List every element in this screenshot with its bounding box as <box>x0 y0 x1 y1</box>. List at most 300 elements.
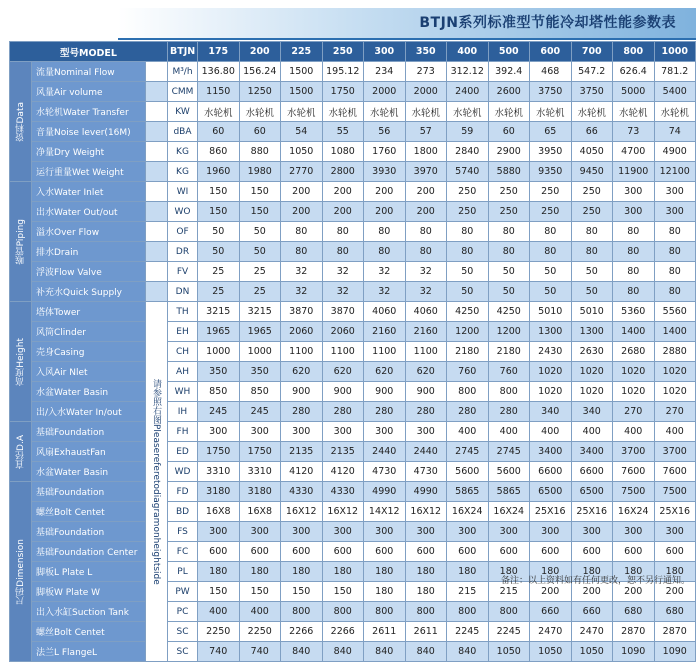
value-cell: 1000 <box>198 342 240 362</box>
value-cell: 16X24 <box>613 502 655 522</box>
value-cell: 800 <box>447 382 489 402</box>
spacer-cell <box>146 62 168 82</box>
value-cell: 300 <box>654 522 696 542</box>
value-cell: 150 <box>198 182 240 202</box>
value-cell: 50 <box>488 282 530 302</box>
value-cell: 50 <box>530 262 572 282</box>
value-cell: 2745 <box>447 442 489 462</box>
value-cell: 2000 <box>364 82 406 102</box>
value-cell: 1050 <box>571 642 613 662</box>
table-row <box>10 82 696 102</box>
value-cell: 1080 <box>322 142 364 162</box>
value-cell: 2266 <box>322 622 364 642</box>
value-cell: 55 <box>322 122 364 142</box>
value-cell: 5600 <box>488 462 530 482</box>
value-cell: 400 <box>613 422 655 442</box>
value-cell: 1965 <box>198 322 240 342</box>
model-column-header: 600 <box>530 42 572 62</box>
value-cell: 50 <box>530 282 572 302</box>
value-cell: 16X12 <box>405 502 447 522</box>
value-cell: 50 <box>239 222 281 242</box>
row-group-label <box>10 302 32 422</box>
value-cell: 5360 <box>613 302 655 322</box>
value-cell: 50 <box>198 242 240 262</box>
value-cell: 50 <box>198 222 240 242</box>
value-cell: 300 <box>654 202 696 222</box>
value-cell: 900 <box>322 382 364 402</box>
value-cell: 水轮机 <box>530 102 572 122</box>
value-cell: 32 <box>322 262 364 282</box>
value-cell: 860 <box>198 142 240 162</box>
value-cell: 50 <box>447 282 489 302</box>
value-cell: 1050 <box>281 142 323 162</box>
value-cell: 1020 <box>613 362 655 382</box>
value-cell: 800 <box>488 602 530 622</box>
value-cell: 900 <box>281 382 323 402</box>
value-cell: 16X24 <box>447 502 489 522</box>
unit-cell: WD <box>168 462 198 482</box>
value-cell: 250 <box>447 202 489 222</box>
value-cell: 3310 <box>198 462 240 482</box>
value-cell: 4990 <box>405 482 447 502</box>
value-cell: 300 <box>405 422 447 442</box>
unit-cell: DN <box>168 282 198 302</box>
value-cell: 800 <box>488 382 530 402</box>
value-cell: 234 <box>364 62 406 82</box>
value-cell: 5000 <box>613 82 655 102</box>
value-cell: 180 <box>405 582 447 602</box>
unit-cell: SC <box>168 642 198 662</box>
value-cell: 1050 <box>488 642 530 662</box>
value-cell: 3180 <box>198 482 240 502</box>
value-cell: 680 <box>654 602 696 622</box>
model-column-header: 350 <box>405 42 447 62</box>
unit-cell: FC <box>168 542 198 562</box>
value-cell: 3870 <box>281 302 323 322</box>
value-cell: 1020 <box>654 382 696 402</box>
value-cell: 11900 <box>613 162 655 182</box>
value-cell: 195.12 <box>322 62 364 82</box>
value-cell: 1200 <box>447 322 489 342</box>
parameter-name: 螺丝Bolt Centet <box>32 622 146 642</box>
value-cell: 245 <box>239 402 281 422</box>
parameter-name: 风筒Clinder <box>32 322 146 342</box>
parameter-name: 塔体Tower <box>32 302 146 322</box>
unit-cell: KG <box>168 162 198 182</box>
value-cell: 1020 <box>571 382 613 402</box>
value-cell: 850 <box>198 382 240 402</box>
value-cell: 180 <box>488 562 530 582</box>
value-cell: 250 <box>488 182 530 202</box>
value-cell: 600 <box>571 542 613 562</box>
value-cell: 60 <box>488 122 530 142</box>
value-cell: 80 <box>654 242 696 262</box>
value-cell: 600 <box>447 542 489 562</box>
value-cell: 800 <box>322 602 364 622</box>
value-cell: 水轮机 <box>571 102 613 122</box>
value-cell: 180 <box>364 582 406 602</box>
parameter-name: 入水Water Inlet <box>32 182 146 202</box>
table-row <box>10 102 696 122</box>
value-cell: 200 <box>571 582 613 602</box>
value-cell: 150 <box>198 202 240 222</box>
value-cell: 5880 <box>488 162 530 182</box>
table-row <box>10 142 696 162</box>
value-cell: 5740 <box>447 162 489 182</box>
row-group-label <box>10 62 32 182</box>
value-cell: 250 <box>488 202 530 222</box>
table-row <box>10 482 696 502</box>
parameter-name: 出/入水Water In/out <box>32 402 146 422</box>
unit-cell: CH <box>168 342 198 362</box>
table-row <box>10 242 696 262</box>
value-cell: 32 <box>405 262 447 282</box>
value-cell: 340 <box>571 402 613 422</box>
value-cell: 2900 <box>488 142 530 162</box>
unit-cell: FD <box>168 482 198 502</box>
value-cell: 4120 <box>322 462 364 482</box>
value-cell: 2245 <box>447 622 489 642</box>
value-cell: 1020 <box>654 362 696 382</box>
value-cell: 1400 <box>654 322 696 342</box>
parameter-name: 风量Air volume <box>32 82 146 102</box>
value-cell: 760 <box>447 362 489 382</box>
table-row <box>10 322 696 342</box>
parameter-name: 流量Nominal Flow <box>32 62 146 82</box>
unit-cell: PL <box>168 562 198 582</box>
value-cell: 80 <box>530 242 572 262</box>
value-cell: 300 <box>405 522 447 542</box>
value-cell: 80 <box>405 222 447 242</box>
value-cell: 150 <box>239 182 281 202</box>
value-cell: 250 <box>530 202 572 222</box>
value-cell: 200 <box>364 182 406 202</box>
unit-cell: ED <box>168 442 198 462</box>
table-row <box>10 282 696 302</box>
value-cell: 5400 <box>654 82 696 102</box>
value-cell: 9450 <box>571 162 613 182</box>
value-cell: 1020 <box>530 382 572 402</box>
value-cell: 1100 <box>364 342 406 362</box>
row-group-text: 资料Data <box>16 101 26 142</box>
value-cell: 273 <box>405 62 447 82</box>
value-cell: 7500 <box>613 482 655 502</box>
value-cell: 150 <box>281 582 323 602</box>
value-cell: 59 <box>447 122 489 142</box>
value-cell: 600 <box>405 542 447 562</box>
value-cell: 300 <box>281 422 323 442</box>
value-cell: 1300 <box>571 322 613 342</box>
table-row <box>10 302 696 322</box>
value-cell: 4050 <box>571 142 613 162</box>
value-cell: 3950 <box>530 142 572 162</box>
unit-cell: OF <box>168 222 198 242</box>
value-cell: 2611 <box>405 622 447 642</box>
value-cell: 400 <box>654 422 696 442</box>
value-cell: 60 <box>198 122 240 142</box>
value-cell: 80 <box>488 222 530 242</box>
value-cell: 180 <box>281 562 323 582</box>
value-cell: 600 <box>364 542 406 562</box>
model-column-header: 800 <box>613 42 655 62</box>
value-cell: 80 <box>447 222 489 242</box>
row-group-text: 高度Height <box>16 337 26 386</box>
value-cell: 1250 <box>239 82 281 102</box>
parameter-name: 基础Foundation <box>32 482 146 502</box>
value-cell: 4730 <box>364 462 406 482</box>
value-cell: 300 <box>364 522 406 542</box>
parameter-name: 出入水缸Suction Tank <box>32 602 146 622</box>
value-cell: 600 <box>322 542 364 562</box>
value-cell: 300 <box>613 202 655 222</box>
unit-cell: WO <box>168 202 198 222</box>
value-cell: 840 <box>364 642 406 662</box>
value-cell: 1090 <box>613 642 655 662</box>
value-cell: 2000 <box>405 82 447 102</box>
value-cell: 800 <box>447 602 489 622</box>
value-cell: 850 <box>239 382 281 402</box>
value-cell: 1150 <box>198 82 240 102</box>
value-cell: 180 <box>364 562 406 582</box>
value-cell: 50 <box>571 262 613 282</box>
value-cell: 620 <box>281 362 323 382</box>
value-cell: 6600 <box>530 462 572 482</box>
value-cell: 水轮机 <box>239 102 281 122</box>
value-cell: 200 <box>405 202 447 222</box>
value-cell: 4250 <box>488 302 530 322</box>
table-row <box>10 62 696 82</box>
value-cell: 4990 <box>364 482 406 502</box>
value-cell: 80 <box>281 222 323 242</box>
value-cell: 270 <box>613 402 655 422</box>
value-cell: 300 <box>530 522 572 542</box>
parameter-name: 浮波Flow Valve <box>32 262 146 282</box>
value-cell: 3700 <box>613 442 655 462</box>
value-cell: 1000 <box>239 342 281 362</box>
value-cell: 2160 <box>405 322 447 342</box>
value-cell: 74 <box>654 122 696 142</box>
value-cell: 781.2 <box>654 62 696 82</box>
value-cell: 80 <box>530 222 572 242</box>
value-cell: 2800 <box>322 162 364 182</box>
value-cell: 1750 <box>198 442 240 462</box>
value-cell: 80 <box>571 222 613 242</box>
spacer-cell <box>146 82 168 102</box>
spacer-cell <box>146 162 168 182</box>
model-column-header: 300 <box>364 42 406 62</box>
value-cell: 1300 <box>530 322 572 342</box>
value-cell: 5865 <box>447 482 489 502</box>
model-column-header: 700 <box>571 42 613 62</box>
value-cell: 50 <box>488 262 530 282</box>
unit-cell: KG <box>168 142 198 162</box>
title-bar <box>118 8 696 40</box>
value-cell: 32 <box>364 282 406 302</box>
parameter-name: 法兰L FlangeL <box>32 642 146 662</box>
value-cell: 3400 <box>530 442 572 462</box>
value-cell: 180 <box>571 562 613 582</box>
value-cell: 200 <box>405 182 447 202</box>
value-cell: 600 <box>613 542 655 562</box>
value-cell: 180 <box>530 562 572 582</box>
value-cell: 25 <box>198 262 240 282</box>
value-cell: 180 <box>198 562 240 582</box>
table-row <box>10 402 696 422</box>
parameter-name: 入风Air Nlet <box>32 362 146 382</box>
value-cell: 3750 <box>571 82 613 102</box>
parameter-name: 基础Foundation <box>32 422 146 442</box>
value-cell: 250 <box>571 202 613 222</box>
parameter-name: 水盆Water Basin <box>32 382 146 402</box>
value-cell: 200 <box>281 182 323 202</box>
value-cell: 2135 <box>281 442 323 462</box>
row-group-label <box>10 182 32 302</box>
value-cell: 1100 <box>322 342 364 362</box>
table-row <box>10 462 696 482</box>
value-cell: 水轮机 <box>488 102 530 122</box>
spacer-cell <box>146 242 168 262</box>
parameter-name: 溢水Over Flow <box>32 222 146 242</box>
value-cell: 200 <box>322 202 364 222</box>
value-cell: 3700 <box>654 442 696 462</box>
value-cell: 80 <box>654 262 696 282</box>
value-cell: 2245 <box>488 622 530 642</box>
value-cell: 2600 <box>488 82 530 102</box>
value-cell: 水轮机 <box>405 102 447 122</box>
unit-cell: FV <box>168 262 198 282</box>
value-cell: 2611 <box>364 622 406 642</box>
model-column-header: 250 <box>322 42 364 62</box>
value-cell: 2470 <box>530 622 572 642</box>
value-cell: 1760 <box>364 142 406 162</box>
value-cell: 25X16 <box>654 502 696 522</box>
value-cell: 280 <box>488 402 530 422</box>
value-cell: 80 <box>654 282 696 302</box>
value-cell: 250 <box>447 182 489 202</box>
value-cell: 200 <box>322 182 364 202</box>
value-cell: 5865 <box>488 482 530 502</box>
spacer-cell <box>146 222 168 242</box>
value-cell: 2060 <box>322 322 364 342</box>
parameter-name: 壳身Casing <box>32 342 146 362</box>
table-row <box>10 622 696 642</box>
parameter-name: 风扇ExhaustFan <box>32 442 146 462</box>
value-cell: 840 <box>405 642 447 662</box>
unit-cell: PC <box>168 602 198 622</box>
value-cell: 300 <box>613 522 655 542</box>
value-cell: 56 <box>364 122 406 142</box>
value-cell: 600 <box>239 542 281 562</box>
value-cell: 300 <box>488 522 530 542</box>
table-row <box>10 182 696 202</box>
value-cell: 2470 <box>571 622 613 642</box>
value-cell: 2250 <box>239 622 281 642</box>
parameter-name: 基础Foundation <box>32 522 146 542</box>
value-cell: 280 <box>364 402 406 422</box>
value-cell: 80 <box>654 222 696 242</box>
value-cell: 32 <box>281 262 323 282</box>
value-cell: 880 <box>239 142 281 162</box>
value-cell: 600 <box>198 542 240 562</box>
model-column-header: 225 <box>281 42 323 62</box>
value-cell: 水轮机 <box>613 102 655 122</box>
value-cell: 156.24 <box>239 62 281 82</box>
value-cell: 340 <box>530 402 572 422</box>
value-cell: 2135 <box>322 442 364 462</box>
value-cell: 4330 <box>322 482 364 502</box>
value-cell: 80 <box>447 242 489 262</box>
value-cell: 180 <box>654 562 696 582</box>
unit-cell: SC <box>168 622 198 642</box>
table-row <box>10 422 696 442</box>
value-cell: 2400 <box>447 82 489 102</box>
value-cell: 1020 <box>530 362 572 382</box>
spacer-cell <box>146 202 168 222</box>
unit-cell: PW <box>168 582 198 602</box>
value-cell: 468 <box>530 62 572 82</box>
side-note-text: 请参照右图Pleasereferetodiagramonheightside <box>151 378 161 585</box>
unit-cell: IH <box>168 402 198 422</box>
value-cell: 32 <box>364 262 406 282</box>
value-cell: 水轮机 <box>322 102 364 122</box>
value-cell: 547.2 <box>571 62 613 82</box>
value-cell: 16X24 <box>488 502 530 522</box>
value-cell: 60 <box>239 122 281 142</box>
value-cell: 300 <box>239 422 281 442</box>
value-cell: 180 <box>613 562 655 582</box>
value-cell: 400 <box>239 602 281 622</box>
value-cell: 25X16 <box>530 502 572 522</box>
value-cell: 3310 <box>239 462 281 482</box>
value-cell: 80 <box>488 242 530 262</box>
unit-cell: CMM <box>168 82 198 102</box>
spacer-cell <box>146 102 168 122</box>
value-cell: 400 <box>198 602 240 622</box>
value-cell: 1400 <box>613 322 655 342</box>
value-cell: 280 <box>447 402 489 422</box>
parameter-name: 脚板L Plate L <box>32 562 146 582</box>
value-cell: 32 <box>405 282 447 302</box>
row-group-label <box>10 422 32 482</box>
value-cell: 1090 <box>654 642 696 662</box>
value-cell: 25 <box>198 282 240 302</box>
value-cell: 80 <box>322 242 364 262</box>
value-cell: 300 <box>571 522 613 542</box>
table-row <box>10 502 696 522</box>
value-cell: 3180 <box>239 482 281 502</box>
value-cell: 水轮机 <box>281 102 323 122</box>
value-cell: 5600 <box>447 462 489 482</box>
value-cell: 水轮机 <box>447 102 489 122</box>
value-cell: 32 <box>322 282 364 302</box>
value-cell: 水轮机 <box>364 102 406 122</box>
value-cell: 3400 <box>571 442 613 462</box>
value-cell: 水轮机 <box>654 102 696 122</box>
value-cell: 740 <box>239 642 281 662</box>
value-cell: 3750 <box>530 82 572 102</box>
value-cell: 3870 <box>322 302 364 322</box>
table-row <box>10 222 696 242</box>
value-cell: 80 <box>281 242 323 262</box>
value-cell: 180 <box>447 562 489 582</box>
value-cell: 16X12 <box>281 502 323 522</box>
value-cell: 680 <box>613 602 655 622</box>
table-row <box>10 602 696 622</box>
value-cell: 6600 <box>571 462 613 482</box>
value-cell: 50 <box>571 282 613 302</box>
value-cell: 200 <box>613 582 655 602</box>
spacer-cell <box>146 262 168 282</box>
